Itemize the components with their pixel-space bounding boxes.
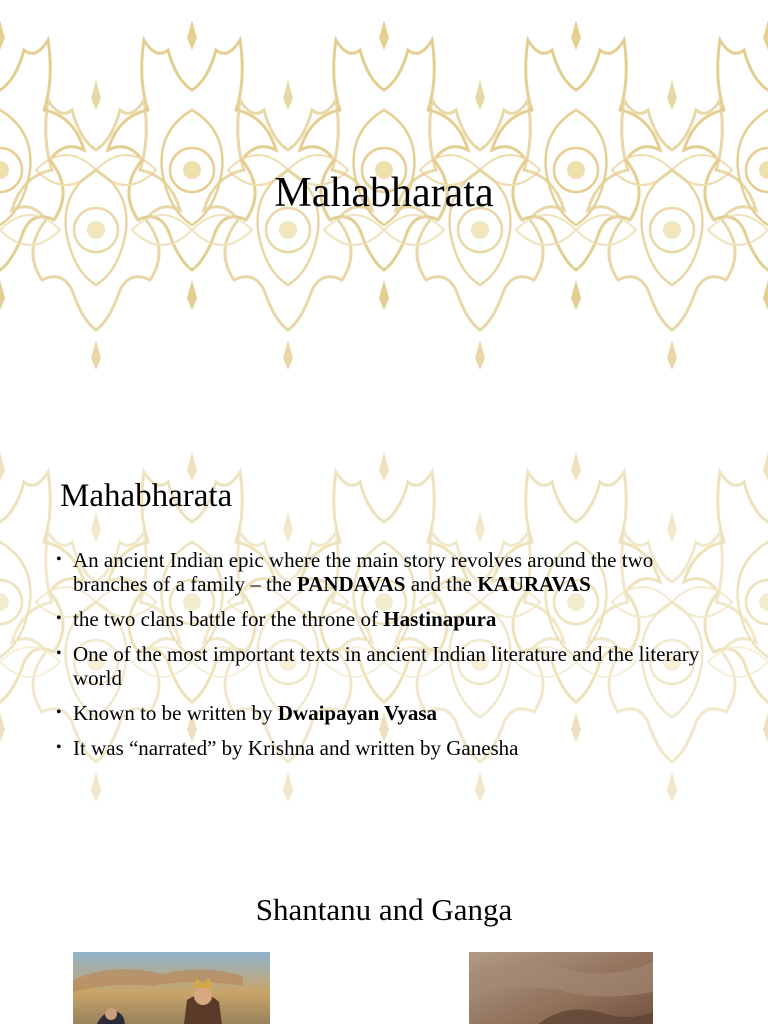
bullet-list — [56, 548, 716, 771]
slide-title: Mahabharata — [274, 170, 494, 216]
bullet-icon: • — [56, 704, 62, 721]
bullet-icon: • — [56, 551, 62, 568]
bullet-item: • An ancient Indian epic where the main story revolves around the two branches of a family – the PANDAVAS and the KAURAVAS — [56, 548, 654, 596]
slide-heading: Mahabharata — [60, 478, 233, 514]
bullet-item: • It was “narrated” by Krishna and written by Ganesha — [56, 736, 519, 760]
bullet-item: • Known to be written by Dwaipayan Vyasa — [56, 701, 438, 725]
bullet-item: • the two clans battle for the throne of Hastinapura — [56, 607, 497, 631]
bullet-icon: • — [56, 739, 62, 756]
painting-image-right — [469, 952, 653, 1024]
content-slide — [0, 432, 768, 864]
bullet-icon: • — [56, 610, 62, 627]
title-slide — [0, 0, 768, 432]
painting-image-left — [73, 952, 270, 1024]
slide-heading: Shantanu and Ganga — [255, 892, 513, 927]
bullet-icon: • — [56, 645, 62, 662]
bullet-item: • One of the most important texts in ancient Indian literature and the literary world — [56, 642, 700, 690]
image-slide — [0, 864, 768, 1024]
